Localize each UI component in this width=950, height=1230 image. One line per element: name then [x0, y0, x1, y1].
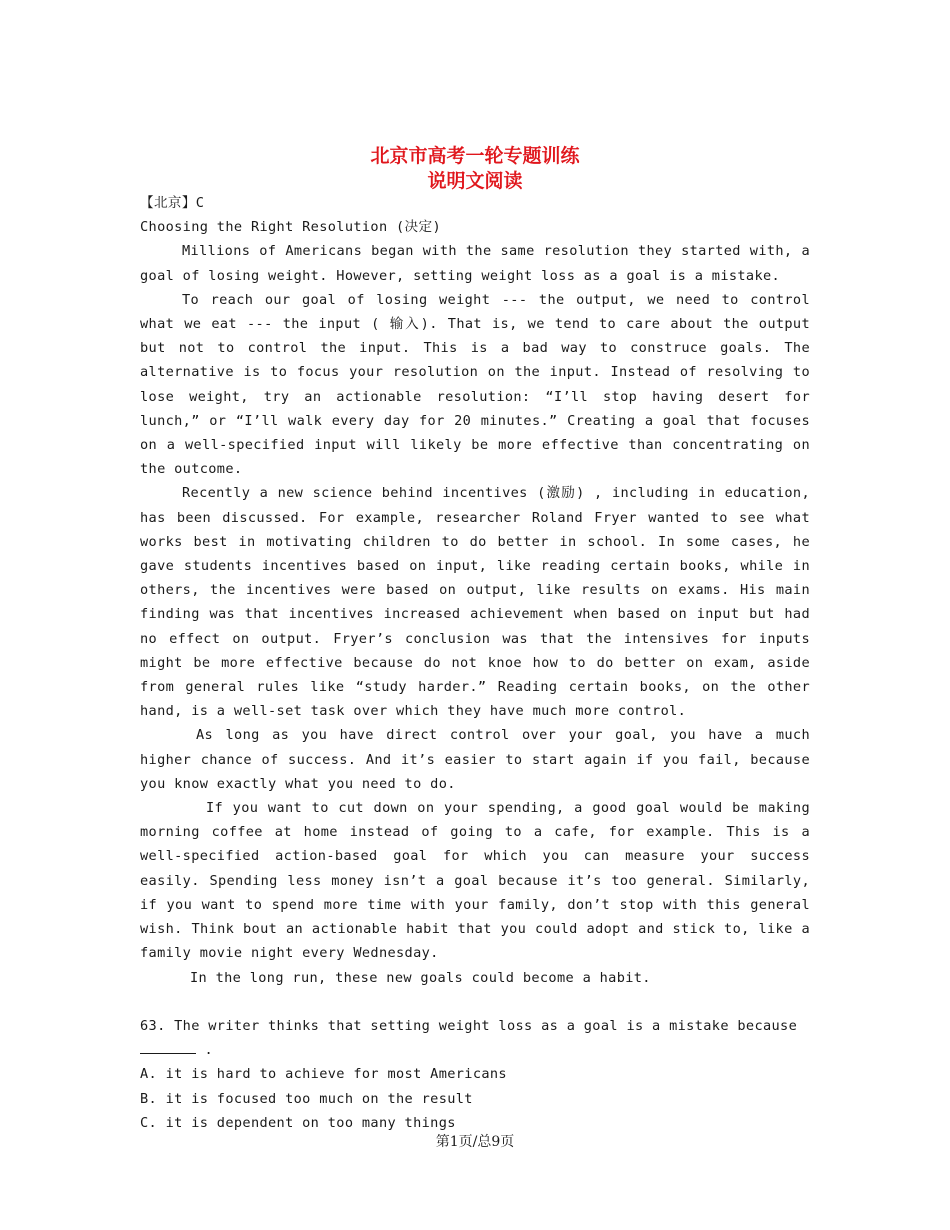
paragraph-1: Millions of Americans began with the same resolution they started with, a goal of losing weight. However, setting weight loss as a goal is a mistake.	[140, 243, 810, 284]
paragraph-4: As long as you have direct control over your goal, you have a much higher chance of success. And it’s easier to start again if you fail, because you know exactly what you need to do.	[140, 727, 810, 792]
paragraph-5: If you want to cut down on your spending, a good goal would be making morning coffee at home instead of going to a cafe, for example. This is a well-specified action-based goal for which you can measure your success easily. Spending less money isn’t a goal because it’s too general. Similarly, if you want to spend more time with your family, don’t stop with this general wish. Think bout an actionable habit that you could adopt and stick to, like a family movie night every Wednesday.	[140, 800, 810, 962]
spacer	[140, 990, 810, 1014]
answer-blank-line	[140, 1038, 810, 1062]
section-label: 【北京】C	[140, 195, 205, 211]
option-a: A. it is hard to achieve for most Americans	[140, 1066, 507, 1083]
question-stem	[140, 1014, 810, 1038]
paragraph-6: In the long run, these new goals could become a habit.	[190, 969, 651, 986]
answer-blank	[140, 1039, 196, 1054]
passage-title: Choosing the Right Resolution (决定)	[140, 219, 441, 236]
paragraph-3: Recently a new science behind incentives (激励) , including in education, has been discussed. For example, researcher Roland Fryer wanted to see what works best in motivating children to do better in school. In some cases, he gave students incentives based on input, like reading certain books, while in others, the incentives were based on output, like results on exams. His main finding was that incentives increased achievement when based on input but had no effect on output. Fryer’s conclusion was that the intensives for inputs might be more effective because do not knoe how to do better on exam, aside from general rules like “study harder.” Reading certain books, on the other hand, is a well-set task over which they have much more control.	[140, 485, 810, 720]
option-c: C. it is dependent on too many things	[140, 1114, 456, 1131]
page-footer: 第1页/总9页	[435, 1134, 515, 1150]
question-stem-text: 63. The writer thinks that setting weight loss as a goal is a mistake because	[140, 1017, 798, 1034]
question-stem-end: .	[204, 1042, 214, 1059]
document-subtitle: 说明文阅读	[427, 170, 523, 192]
paragraph-2: To reach our goal of losing weight --- the output, we need to control what we eat --- the input ( 输入). That is, we tend to care about the output but not to control the input. This is a bad way to construce goals. The alternative is to focus your resolution on the input. Instead of resolving to lose weight, try an actionable resolution: “I’ll stop having desert for lunch,” or “I’ll walk every day for 20 minutes.” Creating a goal that focuses on a well-specified input will likely be more effective than concentrating on the outcome.	[140, 291, 810, 478]
option-b: B. it is focused too much on the result	[140, 1090, 473, 1107]
document-title: 北京市高考一轮专题训练	[370, 145, 580, 167]
document-body	[140, 191, 810, 1135]
